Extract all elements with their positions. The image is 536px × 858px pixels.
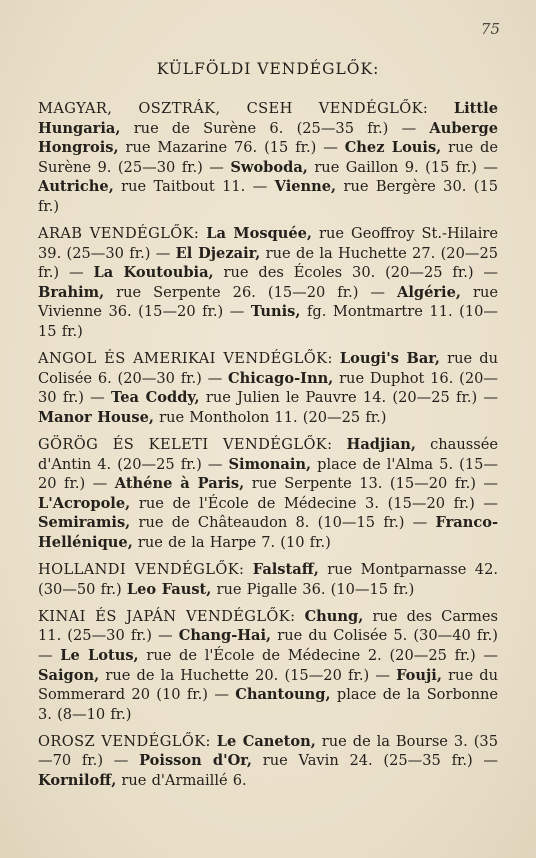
restaurant-name: Athéne à Paris, [114,475,245,493]
restaurant-name: Brahim, [38,283,105,301]
section-heading: KINAI ÉS JAPÁN VENDÉGLŐK: [38,607,296,625]
cuisine-section [38,99,498,217]
restaurant-address: rue de la Huchette 27. (20—25 fr.) — [38,244,499,282]
restaurant-name: Le Caneton, [216,732,316,750]
cuisine-section [38,607,498,725]
section-heading: MAGYAR, OSZTRÁK, CSEH VENDÉGLŐK: [38,100,429,117]
restaurant-name: Lougi's Bar, [339,350,441,368]
restaurant-address: rue du Colisée 5. (30—40 fr.) — [38,627,498,664]
cuisine-section [38,435,498,553]
restaurant-name: Semiramis, [38,514,131,532]
restaurant-address: rue Montholon 11. (20—25 fr.) [159,408,387,426]
restaurant-address: rue Gaillon 9. (15 fr.) — [314,158,499,176]
restaurant-name: Auberge Hongrois, [38,119,499,157]
section-heading: ARAB VENDÉGLŐK: [38,225,200,243]
restaurant-address: rue Montparnasse 42. (30—50 fr.) [38,561,498,598]
restaurant-name: Autriche, [38,178,114,196]
restaurant-name: L'Acropole, [38,494,131,512]
restaurant-name: Poisson d'Or, [139,752,253,770]
restaurant-name: Falstaff, [252,561,319,579]
section-heading: OROSZ VENDÉGLŐK: [38,732,211,750]
restaurant-name: Le Lotus, [60,646,139,664]
restaurant-address: rue de la Harpe 7. (10 fr.) [137,533,331,551]
restaurant-address: rue du Sommerard 20 (10 fr.) — [38,666,498,704]
restaurant-address: rue Duphot 16. (20—30 fr.) — [38,369,498,407]
restaurant-address: rue d'Armaillé 6. [121,772,247,789]
restaurant-address: rue de l'École de Médecine 2. (20—25 fr.) — [146,646,498,664]
restaurant-name: La Mosquée, [206,225,313,243]
restaurant-address: rue du Colisée 6. (20—30 fr.) — [38,350,499,387]
restaurant-address: rue Serpente 26. (15—20 fr.) — [116,283,386,301]
restaurant-name: Vienne, [274,178,337,196]
restaurant-name: Leo Faust, [126,580,212,598]
restaurant-address: rue Taitbout 11. — [121,178,268,196]
restaurant-address: rue de Surène 9. (25—30 fr.) — [38,139,499,176]
restaurant-address: rue de la Huchette 20. (15—20 fr.) — [105,666,390,684]
section-heading: ANGOL ÉS AMERIKAI VENDÉGLŐK: [38,350,333,368]
section-heading: HOLLANDI VENDÉGLŐK: [38,561,245,579]
restaurant-address: rue de Surène 6. (25—35 fr.) — [133,119,417,137]
restaurant-name: Tea Coddy, [111,389,200,407]
restaurant-name: Chez Louis, [344,139,442,157]
restaurant-name: Korniloff, [38,772,117,789]
restaurant-name: Swoboda, [230,158,308,176]
restaurant-address: rue Vivienne 36. (15—20 fr.) — [38,283,498,321]
restaurant-address: rue des Écoles 30. (20—25 fr.) — [223,264,499,282]
page-title: KÜLFÖLDI VENDÉGLŐK: [156,60,380,78]
restaurant-address: place de l'Alma 5. (15—20 fr.) — [38,455,498,493]
restaurant-address: rue Serpente 13. (15—20 fr.) — [251,475,498,493]
cuisine-section [38,560,498,599]
section-heading: GÖRÖG ÉS KELETI VENDÉGLŐK: [38,436,333,453]
restaurant-name: El Djezair, [175,244,261,262]
restaurant-name: Fouji, [396,666,442,684]
cuisine-section [38,349,498,427]
restaurant-address: rue Julien le Pauvre 14. (20—25 fr.) — [205,389,499,407]
restaurant-name: Chung, [304,607,364,625]
restaurant-name: Franco-Hellénique, [38,514,499,551]
restaurant-name: Chang-Hai, [178,627,272,645]
restaurant-address: rue Pigalle 36. (10—15 fr.) [216,580,415,598]
restaurant-name: Manor House, [38,408,154,426]
page-number: 75 [480,20,500,38]
restaurant-name: Hadjian, [346,436,416,453]
restaurant-name: Chicago-Inn, [228,369,334,387]
cuisine-section [38,732,498,791]
restaurant-name: Simonain, [228,455,312,473]
restaurant-address: rue Vavin 24. (25—35 fr.) — [262,752,499,770]
restaurant-address: rue de l'École de Médecine 3. (15—20 fr.) — [138,494,498,512]
restaurant-address: rue des Carmes 11. (25—30 fr.) — [38,607,498,645]
restaurant-address: place de la Sorbonne 3. (8—10 fr.) [38,686,499,723]
restaurant-name: La Koutoubia, [93,264,214,282]
restaurant-name: Little Hungaria, [38,100,498,137]
restaurant-address: rue de Châteaudon 8. (10—15 fr.) — [138,514,428,532]
restaurant-listing [38,99,498,798]
restaurant-address: rue Mazarine 76. (15 fr.) — [125,139,338,157]
restaurant-address: rue Geoffroy St.-Hilaire 39. (25—30 fr.) — [38,225,498,262]
restaurant-name: Saigon, [38,666,100,684]
cuisine-section [38,224,498,342]
restaurant-address: fg. Montmartre 11. (10—15 fr.) [38,303,499,341]
restaurant-name: Chantoung, [235,686,331,704]
restaurant-name: Tunis, [250,303,301,321]
restaurant-address: rue de la Bourse 3. (35—70 fr.) — [38,732,499,770]
restaurant-name: Algérie, [397,283,461,301]
restaurant-address: rue Bergère 30. (15 fr.) [38,178,499,215]
restaurant-address: chaussée d'Antin 4. (20—25 fr.) — [38,436,499,473]
